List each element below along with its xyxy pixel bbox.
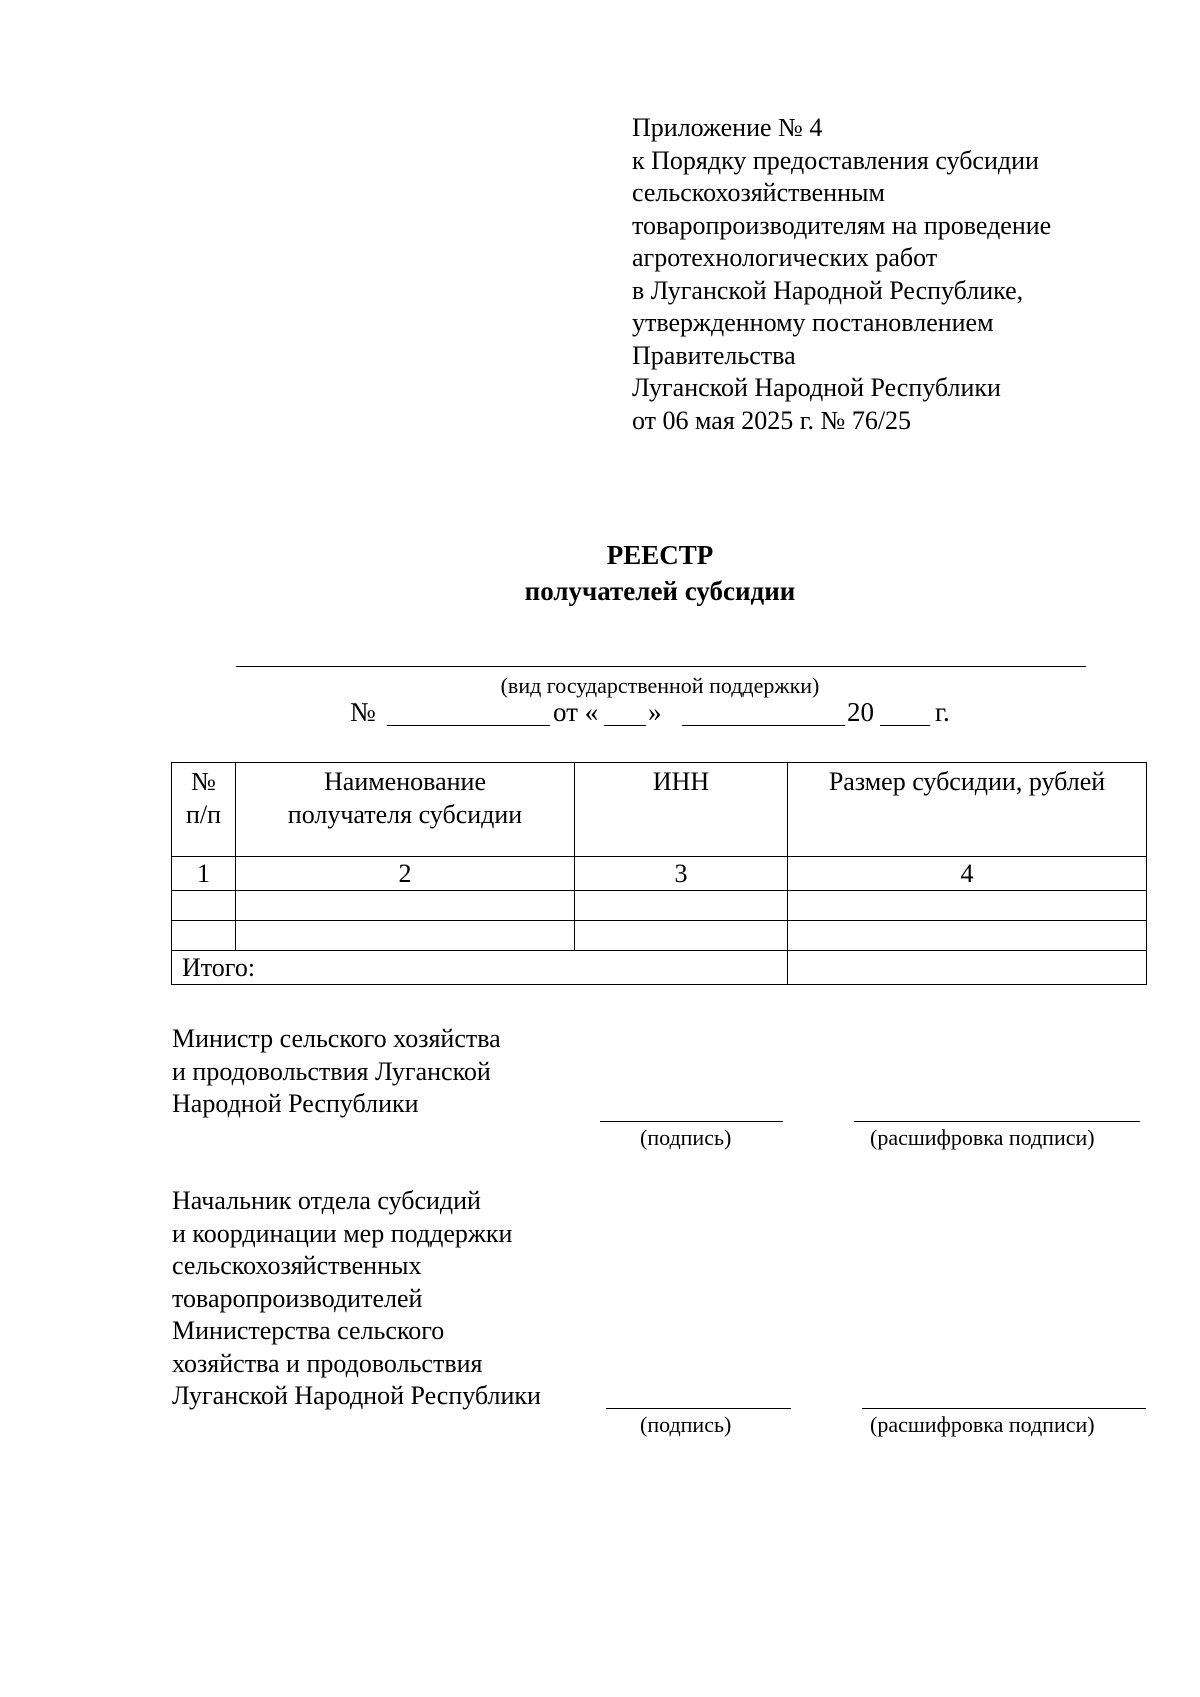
total-row — [172, 951, 1147, 985]
appendix-line: утвержденному постановлением — [632, 308, 994, 337]
month-field — [682, 725, 845, 726]
head-decode-line — [862, 1408, 1146, 1409]
column-number: 3 — [575, 857, 788, 891]
document-title: РЕЕСТР — [606, 540, 714, 570]
support-type-field — [236, 666, 1086, 667]
total-label: Итого: — [172, 951, 788, 985]
appendix-line: к Порядку предоставления субсидии — [632, 145, 1039, 175]
number-field — [387, 725, 550, 726]
minister-decode-caption: (расшифровка подписи) — [870, 1125, 1095, 1150]
document-subtitle: получателей субсидии — [524, 576, 796, 606]
date-prefix: от « — [553, 697, 599, 727]
table-row — [172, 921, 1147, 951]
head-signature-line — [606, 1408, 791, 1409]
header-inn: ИНН — [575, 763, 788, 857]
number-sign: № — [350, 697, 376, 727]
appendix-line: в Луганской Народной Республике, — [632, 275, 1024, 305]
header-recipient-name: Наименование получателя субсидии — [236, 763, 575, 857]
year-field — [880, 725, 930, 726]
support-type-caption: (вид государственной поддержки) — [500, 673, 820, 698]
total-value — [788, 951, 1147, 985]
year-prefix: 20 — [847, 697, 874, 727]
department-head-title: Начальник отдела субсидий и координации мер поддержки сельскохозяйственных товаропроизводителей Министерства сельского хозяйства и продовольствия Луганской Народной Республики — [172, 1186, 541, 1410]
header-number: № п/п — [172, 763, 236, 857]
minister-title: Министр сельского хозяйства и продовольствия Луганской Народной Республики — [172, 1024, 501, 1118]
day-field — [604, 725, 646, 726]
head-signature-caption: (подпись) — [640, 1412, 732, 1437]
appendix-block — [632, 112, 1152, 437]
minister-signature-line — [600, 1121, 783, 1122]
minister-decode-line — [854, 1121, 1140, 1122]
year-suffix: г. — [935, 697, 950, 727]
table-header-row — [172, 763, 1147, 857]
header-subsidy-amount: Размер субсидии, рублей — [788, 763, 1147, 857]
column-numbers-row — [172, 857, 1147, 891]
appendix-line: Приложение № 4 — [632, 113, 823, 142]
appendix-line: агротехнологических работ — [632, 243, 938, 272]
appendix-line: Правительства — [632, 340, 796, 370]
head-decode-caption: (расшифровка подписи) — [870, 1412, 1095, 1437]
column-number: 2 — [236, 857, 575, 891]
appendix-line: сельскохозяйственным — [632, 178, 885, 207]
minister-signature-caption: (подпись) — [640, 1125, 732, 1150]
appendix-line: от 06 мая 2025 г. № 76/25 — [632, 405, 912, 435]
date-close-quote: » — [648, 697, 662, 727]
column-number: 4 — [788, 857, 1147, 891]
column-number: 1 — [172, 857, 236, 891]
register-table — [171, 762, 1147, 985]
table-row — [172, 891, 1147, 921]
appendix-line: Луганской Народной Республики — [632, 373, 1001, 402]
appendix-line: товаропроизводителям на проведение — [632, 210, 1052, 240]
